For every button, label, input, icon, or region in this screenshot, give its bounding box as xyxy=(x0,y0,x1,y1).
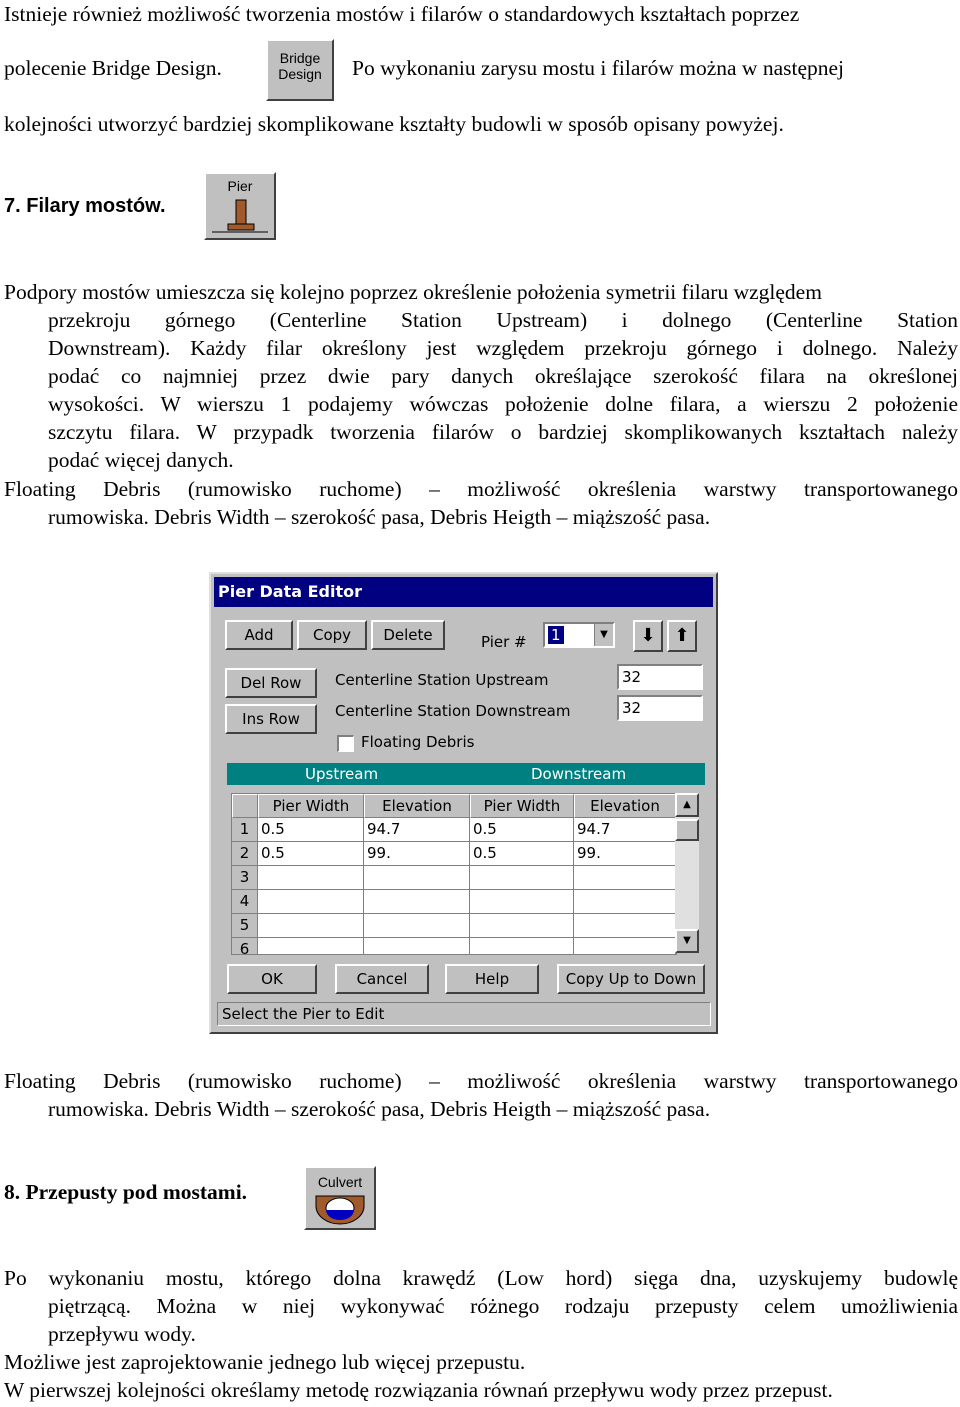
table-cell[interactable] xyxy=(574,914,676,938)
intro-line-2b: Po wykonaniu zarysu mostu i filarów można w następnej xyxy=(352,56,845,80)
table-cell[interactable] xyxy=(470,938,574,955)
table-corner xyxy=(232,794,258,818)
table-cell[interactable] xyxy=(470,866,574,890)
table-cell[interactable]: 0.5 xyxy=(470,842,574,866)
table-cell[interactable]: 99. xyxy=(364,842,470,866)
help-button[interactable]: Help xyxy=(445,964,539,994)
pier-number-select[interactable] xyxy=(543,622,615,648)
upstream-label: Upstream xyxy=(305,765,379,783)
section-8-heading: 8. Przepusty pod mostami. xyxy=(4,1180,248,1204)
col-header-pier-width-up: Pier Width xyxy=(258,794,364,818)
copy-up-to-down-button[interactable]: Copy Up to Down xyxy=(557,964,705,994)
row-header: 4 xyxy=(232,890,258,914)
s7-p1-line-6: szczytu filara. W przypadk tworzenia filarów o bardziej skomplikowanych kształtach należy xyxy=(48,420,958,444)
col-header-elevation-down: Elevation xyxy=(574,794,676,818)
table-cell[interactable] xyxy=(470,914,574,938)
table-cell[interactable] xyxy=(364,866,470,890)
table-cell[interactable]: 0.5 xyxy=(258,842,364,866)
table-cell[interactable]: 0.5 xyxy=(258,818,364,842)
delete-button[interactable]: Delete xyxy=(371,620,445,650)
table-cell[interactable] xyxy=(470,890,574,914)
ins-row-button[interactable]: Ins Row xyxy=(225,704,317,734)
s7-p1-line-5: wysokości. W wierszu 1 podajemy wówczas położenie dolne filara, a wierszu 2 położenie xyxy=(48,392,958,416)
intro-line-1: Istnieje również możliwość tworzenia mostów i filarów o standardowych kształtach poprzez xyxy=(4,2,800,26)
arrow-down-icon: ⬇ xyxy=(640,625,656,646)
section-7-heading: 7. Filary mostów. xyxy=(4,195,166,217)
scroll-up-icon[interactable]: ▲ xyxy=(675,793,699,817)
arrow-up-icon: ⬆ xyxy=(674,625,690,646)
downstream-label: Downstream xyxy=(531,765,627,783)
table-cell[interactable] xyxy=(574,866,676,890)
ok-button[interactable]: OK xyxy=(227,964,317,994)
pier-number-value: 1 xyxy=(548,626,564,644)
s7-p1-line-4: podać co najmniej przez dwie pary danych określające szerokość filara na określonej xyxy=(48,364,958,388)
table-cell[interactable] xyxy=(364,890,470,914)
cl-downstream-input[interactable]: 32 xyxy=(617,695,703,721)
scroll-down-icon[interactable]: ▼ xyxy=(675,929,699,953)
copy-button[interactable]: Copy xyxy=(297,620,367,650)
cl-upstream-input[interactable]: 32 xyxy=(617,664,703,690)
s7-p1-line-3: Downstream). Każdy filar określony jest względem przekroju górnego i dolnego. Należy xyxy=(48,336,958,360)
culvert-icon-label: Culvert xyxy=(317,1174,363,1190)
row-header: 2 xyxy=(232,842,258,866)
row-header: 1 xyxy=(232,818,258,842)
after-dialog-line-1: Floating Debris (rumowisko ruchome) – możliwość określenia warstwy transportowanego xyxy=(4,1069,958,1093)
table-cell[interactable] xyxy=(258,866,364,890)
table-cell[interactable] xyxy=(574,938,676,955)
table-cell[interactable] xyxy=(258,938,364,955)
s7-p2-line-1: Floating Debris (rumowisko ruchome) – możliwość określenia warstwy transportowanego xyxy=(4,477,958,501)
del-row-button[interactable]: Del Row xyxy=(225,668,317,698)
s7-p2-line-2: rumowiska. Debris Width – szerokość pasa, Debris Heigth – miąższość pasa. xyxy=(48,505,711,529)
cancel-button[interactable]: Cancel xyxy=(335,964,429,994)
table-cell[interactable]: 0.5 xyxy=(470,818,574,842)
pier-icon-label: Pier xyxy=(227,178,253,194)
s8-p1-line-3: przepływu wody. xyxy=(48,1322,196,1346)
culvert-icon[interactable] xyxy=(304,1166,376,1230)
pier-shape-icon xyxy=(210,196,270,236)
scroll-thumb[interactable] xyxy=(675,819,699,841)
culvert-shape-icon xyxy=(310,1192,370,1228)
s7-p1-line-2: przekroju górnego (Centerline Station Upstream) i dolnego (Centerline Station xyxy=(48,308,958,332)
s7-p1-line-7: podać więcej danych. xyxy=(48,448,234,472)
s8-line-b: W pierwszej kolejności określamy metodę rozwiązania równań przepływu wody przez przepust. xyxy=(4,1378,833,1402)
table-cell[interactable] xyxy=(364,938,470,955)
table-cell[interactable] xyxy=(364,914,470,938)
table-cell[interactable]: 99. xyxy=(574,842,676,866)
intro-line-2a: polecenie Bridge Design. xyxy=(4,56,222,80)
dialog-title: Pier Data Editor xyxy=(214,577,713,607)
s8-p1-line-1: Po wykonaniu mostu, którego dolna krawędź (Low hord) sięga dna, uzyskujemy budowlę xyxy=(4,1266,958,1290)
floating-debris-checkbox[interactable] xyxy=(337,735,354,752)
upstream-downstream-band xyxy=(227,763,705,785)
s8-line-a: Możliwe jest zaprojektowanie jednego lub więcej przepustu. xyxy=(4,1350,526,1374)
table-cell[interactable] xyxy=(258,890,364,914)
col-header-elevation-up: Elevation xyxy=(364,794,470,818)
row-header: 3 xyxy=(232,866,258,890)
floating-debris-label: Floating Debris xyxy=(361,733,475,751)
intro-line-3: kolejności utworzyć bardziej skomplikowane kształty budowli w sposób opisany powyżej. xyxy=(4,112,784,136)
row-header: 5 xyxy=(232,914,258,938)
add-button[interactable]: Add xyxy=(225,620,293,650)
bridge-design-icon-label-1: Bridge xyxy=(279,50,321,66)
after-dialog-line-2: rumowiska. Debris Width – szerokość pasa, Debris Heigth – miąższość pasa. xyxy=(48,1097,711,1121)
table-cell[interactable] xyxy=(258,914,364,938)
table-cell[interactable]: 94.7 xyxy=(574,818,676,842)
arrow-up-button[interactable] xyxy=(667,620,697,652)
arrow-down-button[interactable] xyxy=(633,620,663,652)
cl-downstream-label: Centerline Station Downstream xyxy=(335,702,571,720)
table-cell[interactable]: 94.7 xyxy=(364,818,470,842)
row-header: 6 xyxy=(232,938,258,955)
table-scrollbar[interactable] xyxy=(675,793,699,953)
chevron-down-icon[interactable]: ▼ xyxy=(594,624,613,646)
pier-icon[interactable] xyxy=(204,172,276,240)
bridge-design-icon-label-2: Design xyxy=(278,66,322,82)
s7-p1-line-1: Podpory mostów umieszcza się kolejno poprzez określenie położenia symetrii filaru względem xyxy=(4,280,822,304)
bridge-design-icon[interactable] xyxy=(266,39,334,101)
table-cell[interactable] xyxy=(574,890,676,914)
status-bar: Select the Pier to Edit xyxy=(217,1002,711,1026)
s8-p1-line-2: piętrzącą. Można w niej wykonywać różnego rodzaju przepusty celem umożliwienia xyxy=(48,1294,958,1318)
pier-data-table xyxy=(231,793,677,955)
pier-data-editor-dialog xyxy=(209,572,718,1034)
cl-upstream-label: Centerline Station Upstream xyxy=(335,671,549,689)
pier-number-label: Pier # xyxy=(481,633,527,651)
col-header-pier-width-down: Pier Width xyxy=(470,794,574,818)
